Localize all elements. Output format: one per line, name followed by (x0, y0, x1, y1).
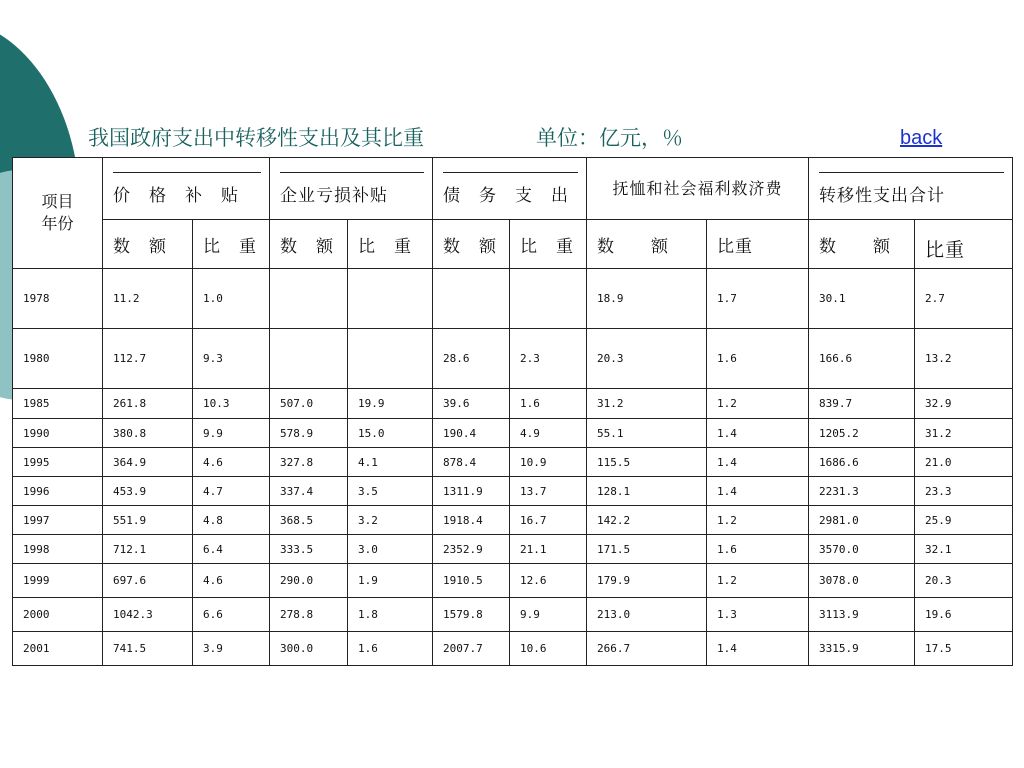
value-cell: 39.6 (433, 389, 510, 419)
corner-cell (13, 158, 103, 269)
subheader-share: 比 重 (348, 220, 433, 269)
value-cell: 13.2 (915, 329, 1013, 389)
value-cell: 1918.4 (433, 506, 510, 535)
value-cell: 10.6 (510, 632, 587, 666)
value-cell: 380.8 (103, 419, 193, 448)
subheader-share: 比 重 (510, 220, 587, 269)
subheader-amount: 数 额 (103, 220, 193, 269)
value-cell (510, 269, 587, 329)
year-cell: 1978 (13, 269, 103, 329)
value-cell: 1686.6 (809, 448, 915, 477)
value-cell: 2007.7 (433, 632, 510, 666)
subheader-share: 比 重 (193, 220, 270, 269)
value-cell: 32.1 (915, 535, 1013, 564)
group-header-loss-subsidy: 企业亏损补贴 (270, 158, 433, 220)
value-cell: 4.9 (510, 419, 587, 448)
value-cell: 364.9 (103, 448, 193, 477)
value-cell: 1.3 (707, 598, 809, 632)
value-cell: 19.6 (915, 598, 1013, 632)
year-cell: 1996 (13, 477, 103, 506)
value-cell: 18.9 (587, 269, 707, 329)
value-cell: 179.9 (587, 564, 707, 598)
value-cell: 20.3 (587, 329, 707, 389)
value-cell: 1.4 (707, 448, 809, 477)
value-cell: 1.2 (707, 506, 809, 535)
table-row (13, 269, 1013, 329)
value-cell: 3570.0 (809, 535, 915, 564)
year-cell: 1990 (13, 419, 103, 448)
back-link[interactable]: back (900, 127, 943, 149)
corner-line-item: 项目 (41, 192, 74, 211)
table-row (13, 477, 1013, 506)
value-cell: 32.9 (915, 389, 1013, 419)
value-cell: 300.0 (270, 632, 348, 666)
value-cell: 1.6 (707, 329, 809, 389)
value-cell: 3315.9 (809, 632, 915, 666)
value-cell: 1.9 (348, 564, 433, 598)
table-row (13, 632, 1013, 666)
header-row-subheaders (13, 220, 1013, 269)
value-cell: 9.3 (193, 329, 270, 389)
value-cell: 21.0 (915, 448, 1013, 477)
group-header-debt-expenditure: 债 务 支 出 (433, 158, 587, 220)
table-row (13, 448, 1013, 477)
subheader-amount: 数 额 (433, 220, 510, 269)
value-cell: 1.2 (707, 389, 809, 419)
table-row (13, 389, 1013, 419)
value-cell: 2.3 (510, 329, 587, 389)
value-cell: 290.0 (270, 564, 348, 598)
value-cell: 878.4 (433, 448, 510, 477)
value-cell: 31.2 (587, 389, 707, 419)
value-cell: 11.2 (103, 269, 193, 329)
slide-title: 我国政府支出中转移性支出及其比重 (88, 126, 424, 150)
corner-line-year: 年份 (41, 214, 74, 233)
value-cell (270, 329, 348, 389)
value-cell: 25.9 (915, 506, 1013, 535)
value-cell: 3.2 (348, 506, 433, 535)
value-cell: 10.3 (193, 389, 270, 419)
value-cell: 697.6 (103, 564, 193, 598)
value-cell: 1579.8 (433, 598, 510, 632)
table-row (13, 329, 1013, 389)
subheader-share: 比重 (707, 220, 809, 269)
value-cell: 278.8 (270, 598, 348, 632)
value-cell: 12.6 (510, 564, 587, 598)
value-cell: 327.8 (270, 448, 348, 477)
value-cell (270, 269, 348, 329)
value-cell: 551.9 (103, 506, 193, 535)
header-row-groups (13, 158, 1013, 220)
table-row (13, 535, 1013, 564)
value-cell: 266.7 (587, 632, 707, 666)
value-cell: 23.3 (915, 477, 1013, 506)
value-cell: 1.4 (707, 477, 809, 506)
group-header-price-subsidy: 价 格 补 贴 (103, 158, 270, 220)
value-cell: 15.0 (348, 419, 433, 448)
value-cell (433, 269, 510, 329)
value-cell: 31.2 (915, 419, 1013, 448)
value-cell: 6.6 (193, 598, 270, 632)
table-row (13, 419, 1013, 448)
value-cell: 1042.3 (103, 598, 193, 632)
value-cell: 578.9 (270, 419, 348, 448)
value-cell: 1.6 (348, 632, 433, 666)
value-cell: 213.0 (587, 598, 707, 632)
value-cell: 261.8 (103, 389, 193, 419)
value-cell: 9.9 (193, 419, 270, 448)
value-cell: 337.4 (270, 477, 348, 506)
value-cell: 2352.9 (433, 535, 510, 564)
year-cell: 1999 (13, 564, 103, 598)
value-cell: 10.9 (510, 448, 587, 477)
value-cell: 333.5 (270, 535, 348, 564)
value-cell: 4.6 (193, 564, 270, 598)
value-cell: 1.6 (707, 535, 809, 564)
value-cell: 171.5 (587, 535, 707, 564)
unit-label: 单位：亿元，％ (536, 126, 683, 150)
value-cell: 6.4 (193, 535, 270, 564)
year-cell: 1998 (13, 535, 103, 564)
year-cell: 1997 (13, 506, 103, 535)
value-cell: 741.5 (103, 632, 193, 666)
table-row (13, 564, 1013, 598)
year-cell: 1985 (13, 389, 103, 419)
value-cell: 4.1 (348, 448, 433, 477)
table-row (13, 506, 1013, 535)
table-row (13, 598, 1013, 632)
value-cell: 1205.2 (809, 419, 915, 448)
value-cell: 9.9 (510, 598, 587, 632)
value-cell: 30.1 (809, 269, 915, 329)
value-cell: 112.7 (103, 329, 193, 389)
value-cell: 3113.9 (809, 598, 915, 632)
value-cell: 28.6 (433, 329, 510, 389)
value-cell: 3078.0 (809, 564, 915, 598)
year-cell: 1995 (13, 448, 103, 477)
value-cell: 115.5 (587, 448, 707, 477)
value-cell: 13.7 (510, 477, 587, 506)
expenditure-table (12, 157, 1013, 666)
value-cell: 128.1 (587, 477, 707, 506)
value-cell: 839.7 (809, 389, 915, 419)
group-header-transfer-total: 转移性支出合计 (809, 158, 1013, 220)
value-cell: 2.7 (915, 269, 1013, 329)
value-cell: 368.5 (270, 506, 348, 535)
value-cell: 712.1 (103, 535, 193, 564)
subheader-amount: 数 额 (270, 220, 348, 269)
value-cell: 1.8 (348, 598, 433, 632)
value-cell: 1.0 (193, 269, 270, 329)
value-cell: 2981.0 (809, 506, 915, 535)
value-cell: 1.2 (707, 564, 809, 598)
subheader-amount: 数 额 (587, 220, 707, 269)
value-cell: 4.6 (193, 448, 270, 477)
value-cell: 21.1 (510, 535, 587, 564)
value-cell: 507.0 (270, 389, 348, 419)
year-cell: 1980 (13, 329, 103, 389)
value-cell: 3.9 (193, 632, 270, 666)
value-cell: 3.5 (348, 477, 433, 506)
year-cell: 2001 (13, 632, 103, 666)
value-cell: 3.0 (348, 535, 433, 564)
value-cell: 1.6 (510, 389, 587, 419)
subheader-share: 比重 (915, 220, 1013, 269)
value-cell: 19.9 (348, 389, 433, 419)
value-cell: 16.7 (510, 506, 587, 535)
value-cell: 142.2 (587, 506, 707, 535)
value-cell (348, 329, 433, 389)
value-cell: 1.4 (707, 419, 809, 448)
subheader-amount: 数 额 (809, 220, 915, 269)
value-cell: 1311.9 (433, 477, 510, 506)
value-cell: 190.4 (433, 419, 510, 448)
year-cell: 2000 (13, 598, 103, 632)
value-cell: 1.4 (707, 632, 809, 666)
value-cell: 166.6 (809, 329, 915, 389)
value-cell: 20.3 (915, 564, 1013, 598)
value-cell: 453.9 (103, 477, 193, 506)
value-cell (348, 269, 433, 329)
value-cell: 4.8 (193, 506, 270, 535)
value-cell: 1.7 (707, 269, 809, 329)
value-cell: 4.7 (193, 477, 270, 506)
value-cell: 2231.3 (809, 477, 915, 506)
group-header-welfare-relief: 抚恤和社会福利救济费 (587, 158, 809, 220)
value-cell: 1910.5 (433, 564, 510, 598)
value-cell: 17.5 (915, 632, 1013, 666)
value-cell: 55.1 (587, 419, 707, 448)
